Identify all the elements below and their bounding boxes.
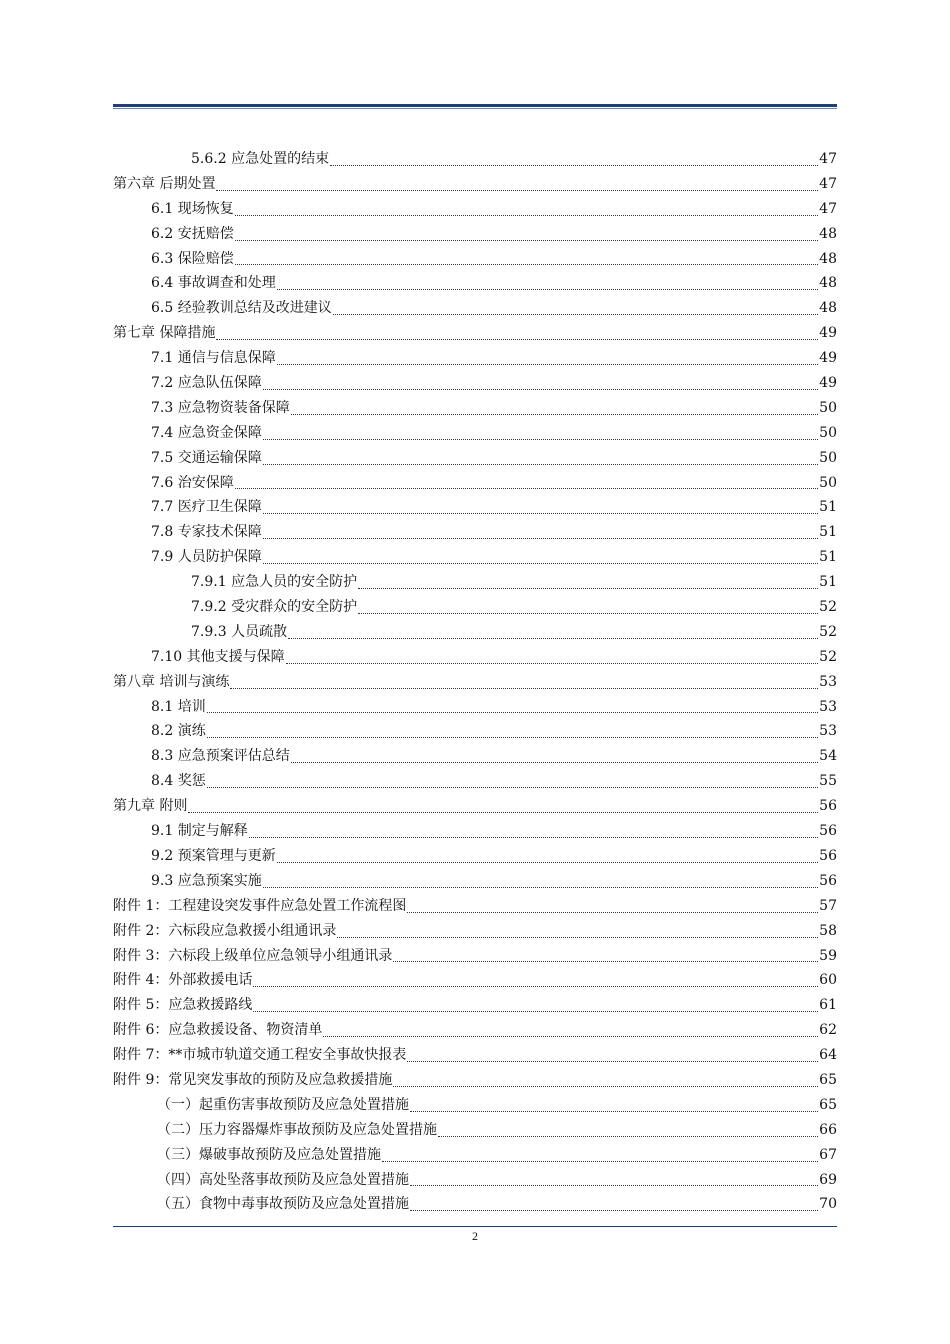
toc-entry[interactable] (113, 719, 837, 744)
toc-leader-dots (410, 1210, 818, 1211)
toc-entry-label: 7.4 应急资金保障 (151, 424, 262, 441)
toc-entry[interactable] (113, 670, 837, 695)
toc-leader-dots (330, 165, 818, 166)
toc-entry-label: 附件 9：常见突发事故的预防及应急救援措施 (113, 1071, 393, 1088)
toc-entry[interactable] (113, 520, 837, 545)
toc-leader-dots (235, 215, 818, 216)
toc-entry-label: 7.5 交通运输保障 (151, 449, 262, 466)
toc-leader-dots (277, 289, 818, 290)
toc-entry[interactable] (113, 1043, 837, 1068)
toc-entry-label: 8.4 奖惩 (151, 773, 206, 790)
toc-entry-label: 7.9.3 人员疏散 (191, 623, 288, 640)
toc-entry[interactable] (113, 595, 837, 620)
toc-entry[interactable] (113, 471, 837, 496)
toc-entry[interactable] (113, 147, 837, 172)
toc-leader-dots (393, 1086, 818, 1087)
toc-entry-label: 9.2 预案管理与更新 (151, 847, 276, 864)
toc-entry-page: 53 (819, 698, 837, 715)
toc-entry[interactable] (113, 1118, 837, 1143)
toc-entry-page: 52 (819, 623, 837, 640)
toc-entry-page: 56 (819, 823, 837, 840)
toc-entry-page: 48 (819, 250, 837, 267)
toc-entry[interactable] (113, 321, 837, 346)
toc-entry-page: 56 (819, 847, 837, 864)
toc-entry[interactable] (113, 1093, 837, 1118)
toc-entry-page: 52 (819, 599, 837, 616)
toc-leader-dots (333, 314, 818, 315)
toc-leader-dots (286, 663, 819, 664)
toc-leader-dots (277, 364, 818, 365)
toc-leader-dots (438, 1136, 818, 1137)
toc-entry-label: 附件 1：工程建设突发事件应急处置工作流程图 (113, 897, 407, 914)
toc-entry-label: 9.3 应急预案实施 (151, 872, 262, 889)
toc-entry-label: （四）高处坠落事故预防及应急处置措施 (157, 1171, 409, 1188)
toc-entry-label: 7.2 应急队伍保障 (151, 375, 262, 392)
toc-leader-dots (291, 414, 818, 415)
toc-entry-label: 7.7 医疗卫生保障 (151, 499, 262, 516)
toc-entry[interactable] (113, 396, 837, 421)
toc-entry-label: 附件 7：**市城市轨道交通工程安全事故快报表 (113, 1047, 407, 1064)
toc-leader-dots (249, 837, 818, 838)
toc-leader-dots (291, 762, 818, 763)
toc-entry-label: 7.8 专家技术保障 (151, 524, 262, 541)
toc-entry-label: （二）压力容器爆炸事故预防及应急处置措施 (157, 1121, 437, 1138)
toc-entry-label: 第九章 附则 (113, 798, 188, 815)
toc-entry[interactable] (113, 371, 837, 396)
toc-entry-page: 51 (819, 524, 837, 541)
toc-entry[interactable] (113, 919, 837, 944)
toc-entry[interactable] (113, 819, 837, 844)
toc-leader-dots (288, 638, 818, 639)
toc-entry[interactable] (113, 869, 837, 894)
toc-entry-page: 56 (819, 872, 837, 889)
toc-entry-page: 61 (819, 997, 837, 1014)
toc-leader-dots (358, 588, 818, 589)
toc-entry-page: 48 (819, 300, 837, 317)
toc-leader-dots (216, 190, 818, 191)
toc-leader-dots (263, 513, 818, 514)
toc-entry[interactable] (113, 545, 837, 570)
toc-entry[interactable] (113, 421, 837, 446)
toc-entry[interactable] (113, 744, 837, 769)
toc-entry-page: 53 (819, 673, 837, 690)
toc-entry[interactable] (113, 222, 837, 247)
toc-leader-dots (207, 737, 818, 738)
toc-entry[interactable] (113, 247, 837, 272)
toc-leader-dots (235, 264, 818, 265)
toc-entry-label: 7.3 应急物资装备保障 (151, 399, 290, 416)
toc-entry-page: 50 (819, 424, 837, 441)
toc-leader-dots (277, 862, 818, 863)
toc-entry[interactable] (113, 1068, 837, 1093)
toc-leader-dots (263, 538, 818, 539)
toc-entry-label: 6.2 安抚赔偿 (151, 225, 234, 242)
toc-entry-page: 47 (819, 151, 837, 167)
toc-entry-page: 49 (819, 350, 837, 367)
toc-entry[interactable] (113, 172, 837, 197)
toc-entry[interactable] (113, 1018, 837, 1043)
toc-entry-label: 7.9.2 受灾群众的安全防护 (191, 599, 358, 616)
toc-leader-dots (407, 1061, 818, 1062)
toc-entry[interactable] (113, 296, 837, 321)
toc-entry-label: 第七章 保障措施 (113, 325, 216, 342)
footer-rule (113, 1226, 837, 1227)
toc-entry[interactable] (113, 894, 837, 919)
toc-entry-page: 66 (819, 1121, 837, 1138)
toc-entry-label: 7.9.1 应急人员的安全防护 (191, 574, 358, 591)
toc-leader-dots (235, 488, 818, 489)
toc-leader-dots (207, 712, 818, 713)
page-number: 2 (472, 1229, 478, 1243)
header-rule-thin (113, 108, 837, 109)
toc-entry-label: 8.2 演练 (151, 723, 206, 740)
toc-entry-page: 65 (819, 1071, 837, 1088)
toc-entry-page: 54 (819, 748, 837, 765)
toc-entry[interactable] (113, 271, 837, 296)
toc-entry-label: 附件 4：外部救援电话 (113, 972, 253, 989)
toc-leader-dots (263, 563, 818, 564)
toc-entry-label: 7.6 治安保障 (151, 474, 234, 491)
toc-entry-page: 50 (819, 474, 837, 491)
toc-leader-dots (235, 240, 818, 241)
toc-leader-dots (410, 1111, 818, 1112)
toc-entry-page: 55 (819, 773, 837, 790)
header-rule (113, 104, 837, 107)
toc-entry[interactable] (113, 844, 837, 869)
toc-entry-page: 59 (819, 947, 837, 964)
toc-entry-label: （三）爆破事故预防及应急处置措施 (157, 1146, 381, 1163)
toc-entry-page: 57 (819, 897, 837, 914)
toc-entry-page: 49 (819, 375, 837, 392)
toc-entry[interactable] (113, 620, 837, 645)
toc-entry-label: 5.6.2 应急处置的结束 (191, 151, 330, 167)
toc-entry-label: 7.9 人员防护保障 (151, 549, 262, 566)
toc-leader-dots (216, 339, 818, 340)
toc-entry-label: 第八章 培训与演练 (113, 673, 230, 690)
toc-entry-page: 64 (819, 1047, 837, 1064)
toc-entry-label: 7.1 通信与信息保障 (151, 350, 276, 367)
toc-leader-dots (407, 912, 818, 913)
toc-leader-dots (337, 937, 818, 938)
toc-entry[interactable] (113, 794, 837, 819)
toc-entry-label: 9.1 制定与解释 (151, 823, 248, 840)
toc-entry-page: 67 (819, 1146, 837, 1163)
toc-entry-page: 51 (819, 549, 837, 566)
toc-entry-page: 69 (819, 1171, 837, 1188)
toc-entry[interactable] (113, 769, 837, 794)
toc-leader-dots (263, 439, 818, 440)
toc-entry[interactable] (113, 944, 837, 969)
toc-entry-page: 53 (819, 723, 837, 740)
toc-entry-label: 附件 2：六标段应急救援小组通讯录 (113, 922, 337, 939)
toc-entry[interactable] (113, 1143, 837, 1168)
toc-leader-dots (263, 389, 818, 390)
toc-leader-dots (323, 1036, 818, 1037)
toc-leader-dots (263, 887, 818, 888)
toc-entry-label: （一）起重伤害事故预防及应急处置措施 (157, 1096, 409, 1113)
toc-entry[interactable] (113, 1192, 837, 1217)
toc-leader-dots (393, 961, 818, 962)
toc-entry-page: 50 (819, 399, 837, 416)
toc-entry-page: 47 (819, 175, 837, 192)
toc-entry-page: 65 (819, 1096, 837, 1113)
toc-entry-label: 6.5 经验教训总结及改进建议 (151, 300, 332, 317)
toc-entry-label: 6.1 现场恢复 (151, 200, 234, 217)
toc-entry-page: 60 (819, 972, 837, 989)
toc-entry-label: 第六章 后期处置 (113, 175, 216, 192)
toc-entry[interactable] (113, 993, 837, 1018)
toc-entry-page: 48 (819, 275, 837, 292)
toc-entry[interactable] (113, 695, 837, 720)
toc-entry-label: 6.3 保险赔偿 (151, 250, 234, 267)
toc-entry-label: 6.4 事故调查和处理 (151, 275, 276, 292)
toc-entry-page: 47 (819, 200, 837, 217)
toc-leader-dots (230, 688, 818, 689)
toc-entry-page: 56 (819, 798, 837, 815)
toc-leader-dots (253, 986, 818, 987)
toc-entry-page: 52 (819, 648, 837, 665)
toc-entry-label: 8.1 培训 (151, 698, 206, 715)
toc-leader-dots (188, 812, 818, 813)
toc-entry-page: 70 (819, 1196, 837, 1213)
toc-entry-page: 49 (819, 325, 837, 342)
toc-leader-dots (382, 1161, 818, 1162)
toc-entry[interactable] (113, 570, 837, 595)
toc-leader-dots (358, 613, 818, 614)
toc-leader-dots (410, 1185, 818, 1186)
toc-entry-page: 62 (819, 1022, 837, 1039)
toc-entry[interactable] (113, 968, 837, 993)
toc-entry-label: 附件 3：六标段上级单位应急领导小组通讯录 (113, 947, 393, 964)
toc-leader-dots (253, 1011, 818, 1012)
toc-leader-dots (207, 787, 818, 788)
toc-entry[interactable] (113, 346, 837, 371)
toc-entry-label: 附件 5：应急救援路线 (113, 997, 253, 1014)
toc-entry-label: （五）食物中毒事故预防及应急处置措施 (157, 1196, 409, 1213)
toc-entry-label: 7.10 其他支援与保障 (151, 648, 285, 665)
toc-entry[interactable] (113, 495, 837, 520)
toc-leader-dots (263, 464, 818, 465)
toc-entry-page: 51 (819, 574, 837, 591)
toc-entry[interactable] (113, 197, 837, 222)
toc-entry-page: 58 (819, 922, 837, 939)
toc-entry-page: 51 (819, 499, 837, 516)
toc-entry-page: 48 (819, 225, 837, 242)
toc-entry-page: 50 (819, 449, 837, 466)
toc-entry[interactable] (113, 645, 837, 670)
table-of-contents (113, 147, 837, 1217)
toc-entry[interactable] (113, 446, 837, 471)
toc-entry-label: 8.3 应急预案评估总结 (151, 748, 290, 765)
toc-entry[interactable] (113, 1168, 837, 1193)
toc-entry-label: 附件 6：应急救援设备、物资清单 (113, 1022, 323, 1039)
